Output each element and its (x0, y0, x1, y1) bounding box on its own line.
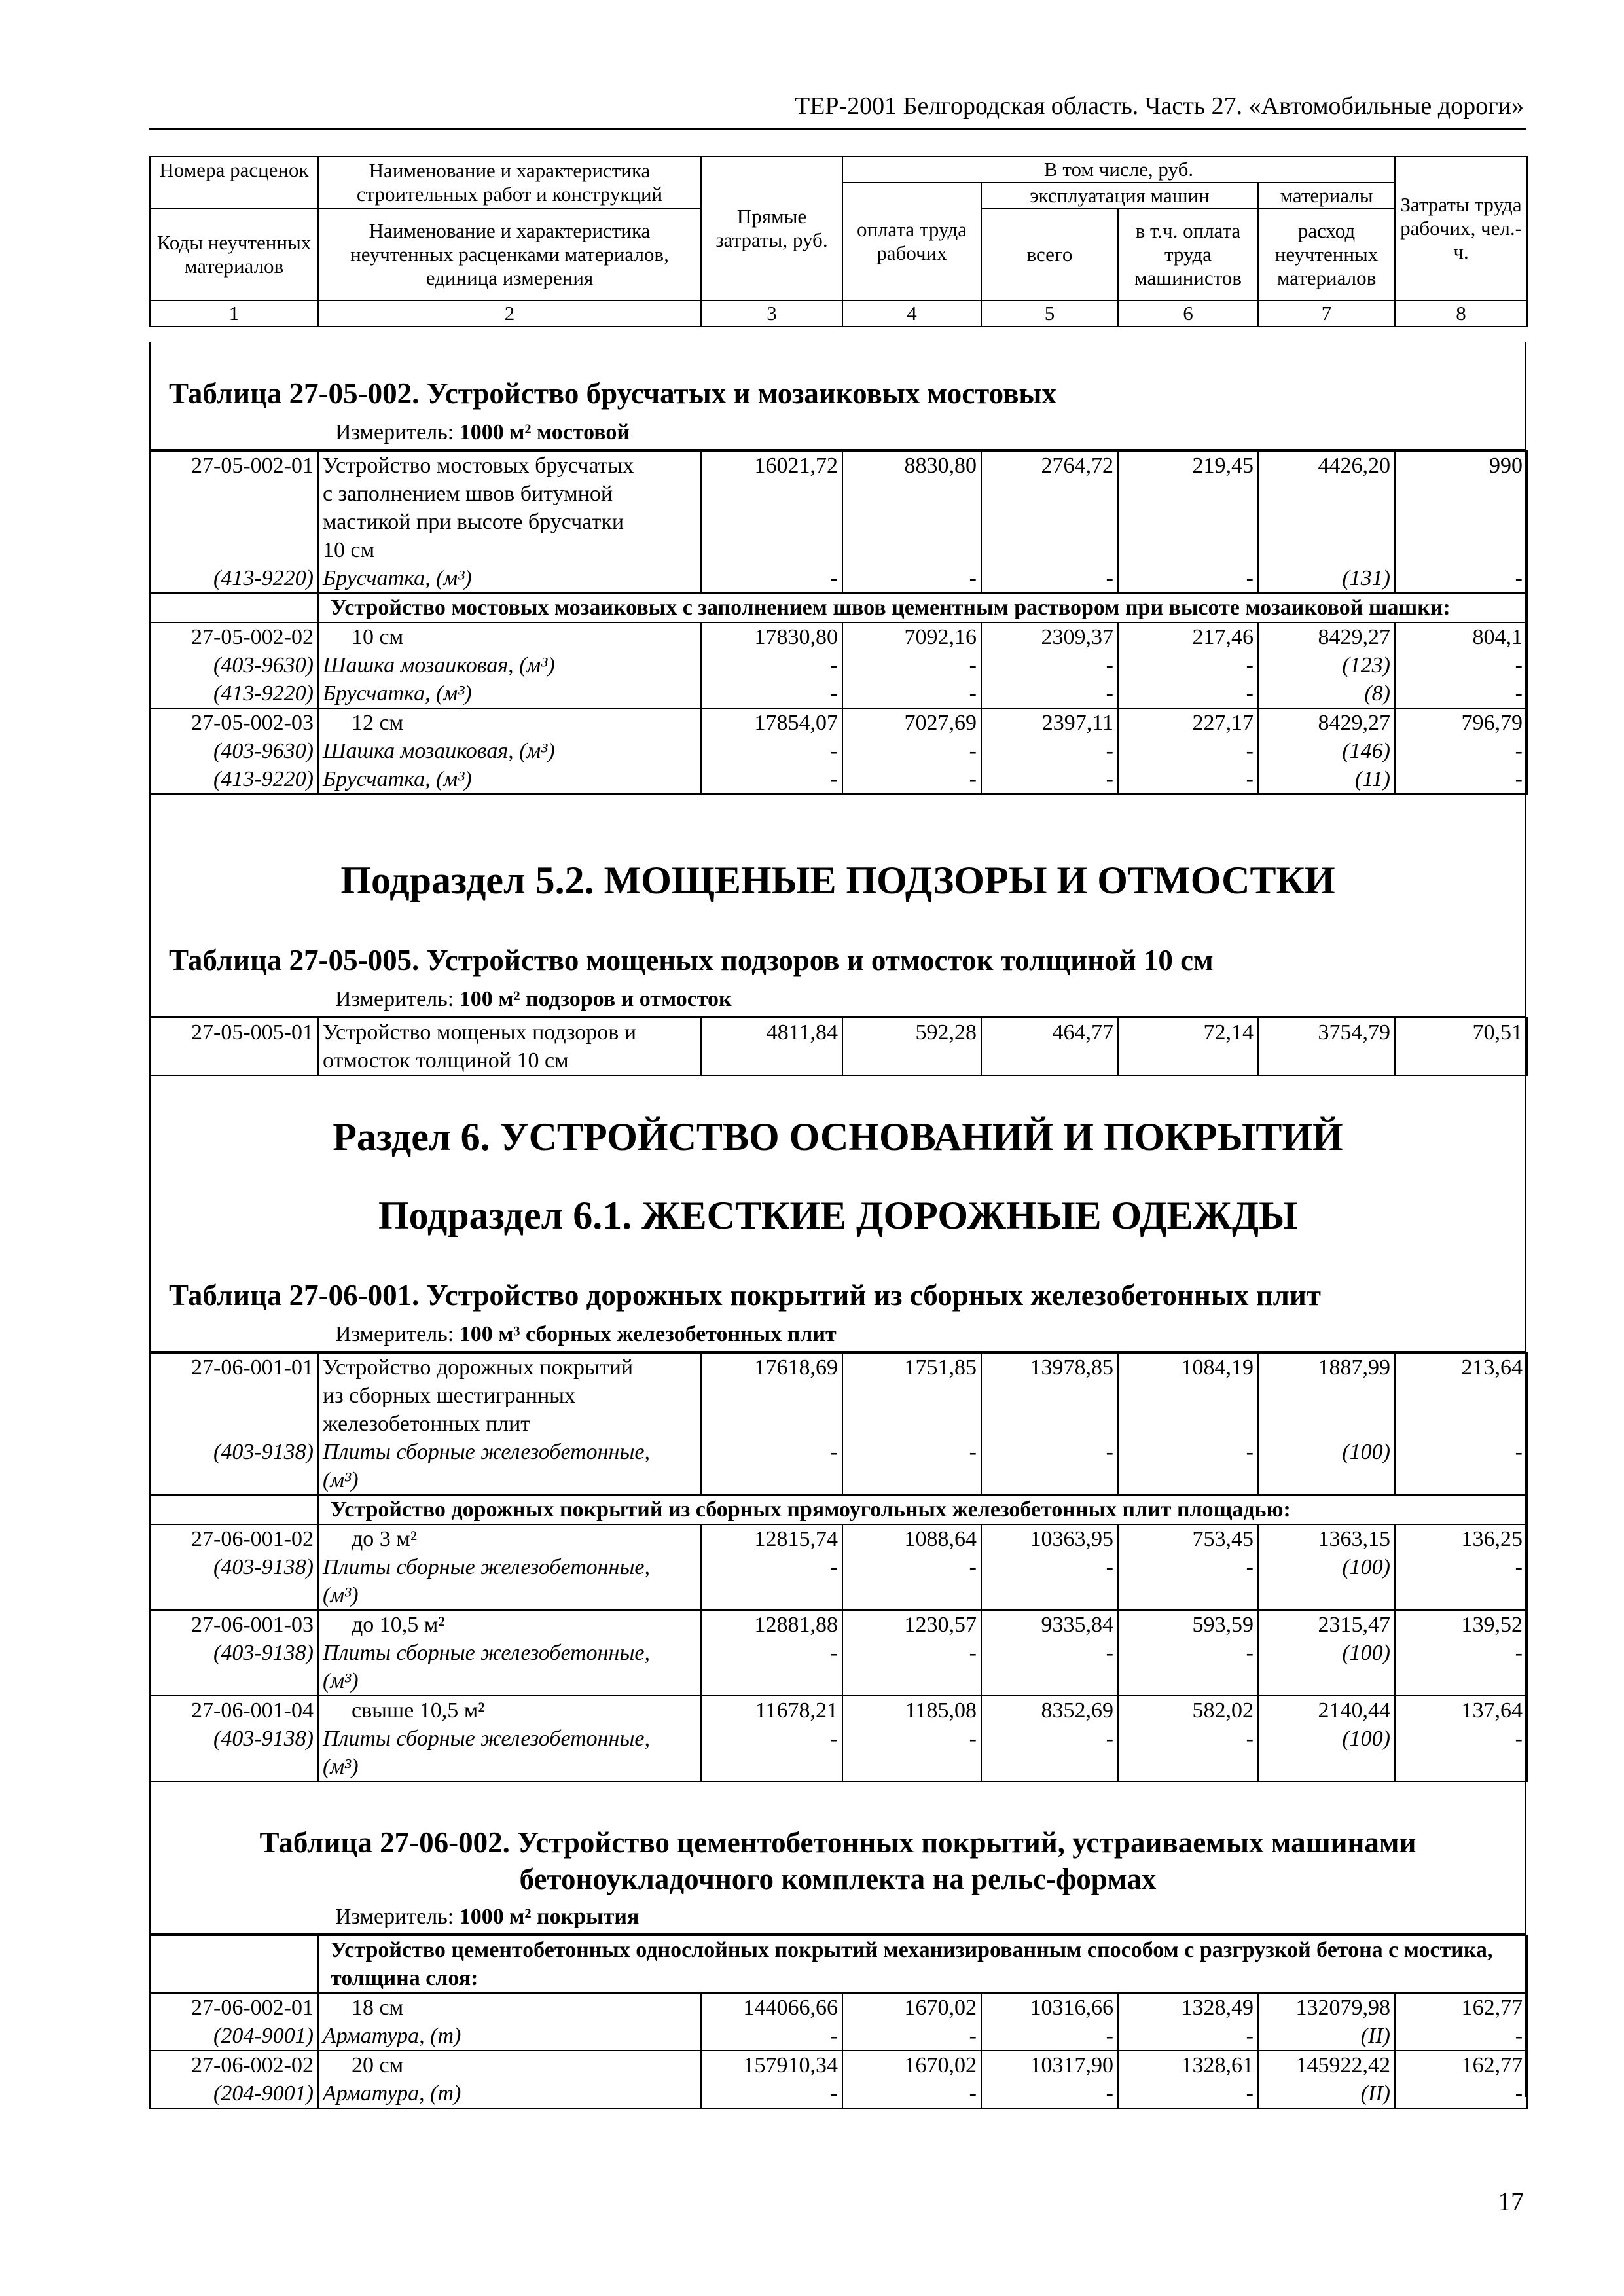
col-number: 4 (842, 300, 981, 327)
header-material-consumption: расход неучтенных материалов (1258, 209, 1395, 300)
col-number: 2 (318, 300, 701, 327)
group-note-row: Устройство цементобетонных однослойных покрытий механизированным способом с разгрузкой бетона с мостика, толщина слоя: (150, 1935, 1527, 1993)
table-row: 27-06-002-02 20 см 157910,34 1670,02 10317,90 1328,61 145922,42 162,77 (150, 2051, 1527, 2079)
table-row: 27-06-001-04 свыше 10,5 м² 11678,21 1185,08 8352,69 582,02 2140,44 137,64 (150, 1696, 1527, 1725)
header-machines: эксплуатация машин (981, 183, 1258, 209)
header-rate-numbers: Номера расценок (150, 156, 318, 183)
col-number: 5 (981, 300, 1118, 327)
material-row: (403-9138) Плиты сборные железобетонные, (м³) - - - - (100) - (150, 1438, 1527, 1495)
header-group-including: В том числе, руб. (842, 156, 1395, 183)
measure-unit: Измеритель: 1000 м² покрытия (335, 1905, 640, 1929)
col-number: 3 (701, 300, 842, 327)
subsection-title: Подраздел 5.2. МОЩЕНЫЕ ПОДЗОРЫ И ОТМОСТКИ (340, 859, 1335, 902)
data-block-27-06-001 (149, 1351, 1526, 1782)
table-title: Таблица 27-06-002. Устройство цементобетонных покрытий, устраиваемых машинами (259, 1826, 1416, 1859)
material-row: (204-9001) Арматура, (т) - - - - (II) - (150, 2022, 1527, 2051)
header-material-codes: Коды неучтенных материалов (150, 209, 318, 300)
table-row: 27-05-002-03 12 см 17854,07 7027,69 2397,11 227,17 8429,27 796,79 (150, 708, 1527, 737)
header-rule (149, 128, 1526, 130)
table-title: Таблица 27-06-001. Устройство дорожных покрытий из сборных железобетонных плит (169, 1279, 1321, 1312)
group-note-row: Устройство мостовых мозаиковых с заполнением швов цементным раствором при высоте мозаиковой шашки: (150, 593, 1527, 622)
table-row: 27-06-001-03 до 10,5 м² 12881,88 1230,57 9335,84 593,59 2315,47 139,52 (150, 1610, 1527, 1639)
header-material-names: Наименование и характеристика неучтенных расценками материалов, единица измерения (318, 209, 701, 300)
material-row: (403-9630) Шашка мозаиковая, (м³) - - - - (123) - (150, 651, 1527, 679)
subsection-title: Подраздел 6.1. ЖЕСТКИЕ ДОРОЖНЫЕ ОДЕЖДЫ (378, 1194, 1298, 1237)
col-number: 7 (1258, 300, 1395, 327)
table-row: 27-05-005-01 Устройство мощеных подзоров и отмосток толщиной 10 см 4811,84 592,28 464,77 72,14 3754,79 70,51 (150, 1018, 1527, 1075)
page-number: 17 (1498, 2187, 1524, 2216)
header-workers-pay: оплата труда рабочих (842, 183, 981, 300)
data-block-27-05-005 (149, 1016, 1526, 1076)
material-row: (403-9138) Плиты сборные железобетонные, (м³) - - - - (100) - (150, 1725, 1527, 1782)
table-row: 27-05-002-01 Устройство мостовых брусчатых с заполнением швов битумной мастикой при высоте брусчатки 10 см 16021,72 8830,80 2764,72 219,45 4426,20 990 (150, 451, 1527, 564)
header-materials: материалы (1258, 183, 1395, 209)
measure-unit: Измеритель: 100 м² подзоров и отмосток (335, 987, 732, 1011)
header-spacer (150, 183, 318, 209)
table-title: Таблица 27-05-005. Устройство мощеных подзоров и отмосток толщиной 10 см (169, 944, 1214, 977)
table-row: 27-06-001-02 до 3 м² 12815,74 1088,64 10363,95 753,45 1363,15 136,25 (150, 1524, 1527, 1553)
material-row: (403-9630) Шашка мозаиковая, (м³) - - - - (146) - (150, 737, 1527, 765)
table-row: 27-06-002-01 18 см 144066,66 1670,02 10316,66 1328,49 132079,98 162,77 (150, 1993, 1527, 2022)
table-row: 27-06-001-01 Устройство дорожных покрытий из сборных шестигранных железобетонных плит 17618,69 1751,85 13978,85 1084,19 1887,99 213,64 (150, 1353, 1527, 1438)
running-header: ТЕР-2001 Белгородская область. Часть 27. «Автомобильные дороги» (794, 92, 1524, 120)
table-row: 27-05-002-02 10 см 17830,80 7092,16 2309,37 217,46 8429,27 804,1 (150, 622, 1527, 651)
header-work-name: Наименование и характеристика строительных работ и конструкций (318, 156, 701, 209)
header-machines-total: всего (981, 209, 1118, 300)
material-row: (403-9138) Плиты сборные железобетонные, (м³) - - - - (100) - (150, 1639, 1527, 1696)
material-row: (403-9138) Плиты сборные железобетонные, (м³) - - - - (100) - (150, 1553, 1527, 1610)
material-row: (413-9220) Брусчатка, (м³) - - - - (131) - (150, 564, 1527, 593)
col-number: 8 (1395, 300, 1527, 327)
header-operators-pay: в т.ч. оплата труда машинистов (1118, 209, 1258, 300)
header-labor-costs: Затраты труда рабочих, чел.-ч. (1395, 156, 1527, 300)
table-title-line2: бетоноукладочного комплекта на рельс-формах (519, 1863, 1157, 1895)
section-title: Раздел 6. УСТРОЙСТВО ОСНОВАНИЙ И ПОКРЫТИЙ (333, 1115, 1343, 1158)
material-row: (413-9220) Брусчатка, (м³) - - - - (11) - (150, 765, 1527, 794)
col-number: 1 (150, 300, 318, 327)
measure-unit: Измеритель: 1000 м² мостовой (335, 420, 630, 444)
data-block-27-06-002 (149, 1933, 1526, 2109)
measure-unit: Измеритель: 100 м³ сборных железобетонных плит (335, 1322, 837, 1346)
data-block-27-05-002 (149, 449, 1526, 795)
material-row: (413-9220) Брусчатка, (м³) - - - - (8) - (150, 679, 1527, 708)
group-note-row: Устройство дорожных покрытий из сборных прямоугольных железобетонных плит площадью: (150, 1495, 1527, 1524)
material-row: (204-9001) Арматура, (т) - - - - (II) - (150, 2079, 1527, 2108)
column-header-table (149, 156, 1528, 327)
col-number: 6 (1118, 300, 1258, 327)
table-title: Таблица 27-05-002. Устройство брусчатых и мозаиковых мостовых (169, 377, 1056, 410)
header-direct-costs: Прямые затраты, руб. (701, 156, 842, 300)
